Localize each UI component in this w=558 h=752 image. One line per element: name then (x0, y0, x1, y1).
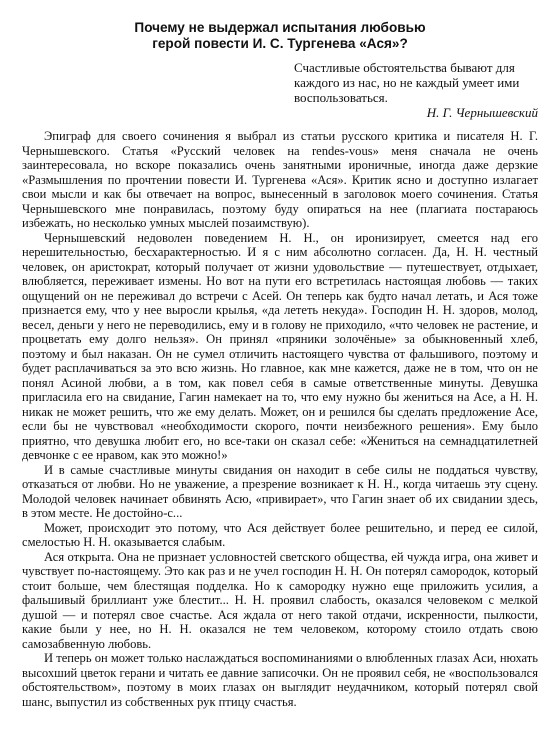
epigraph (294, 60, 538, 120)
essay-body (22, 129, 538, 709)
paragraph-3: И в самые счастливые минуты свидания он находит в себе силы не поддаться чувству, отказаться от любви. Но не уважение, а презрение возникает к Н. Н., когда читаешь эту сцену. Молодой человек начинает обвинять Асю, «привирает», что Гагин знает об их свидании здесь, в этом месте. Не достойно-с... (22, 462, 538, 520)
paragraph-1: Эпиграф для своего сочинения я выбрал из статьи русского критика и писателя Н. Г. Чернышевского. Статья «Русский человек на rendes-vous» меня сначала не очень заинтересовала, но вскоре показались очень занятными ироничные, иногда даже дерзкие «Размышления по прочтении повести И. Тургенева «Ася». Критик ясно и доступно излагает свои мысли и как бы отвечает на вопрос, вынесенный в заголовок моего сочинения. Статья Чернышевского мне понравилась, поэтому буду опираться на нее (плагиата постараюсь избежать, но несколько умных мыслей позаимствую). (22, 129, 538, 230)
document-title (22, 20, 538, 52)
epigraph-author: Н. Г. Чернышевский (426, 105, 538, 120)
paragraph-2: Чернышевский недоволен поведением Н. Н., он иронизирует, смеется над его нерешительностью, бесхарактерностью. И я с ним абсолютно согласен. Да, Н. Н. честный человек, он аристократ, который получает от жизни удовольствие — путешествует, отдыхает, влюбляется, переживает измены. Но вот на пути его встретилась настоящая любовь — таких ощущений он не переживал до встречи с Асей. Он теперь как будто начал летать, и Ася тоже признается ему, что у нее выросли крылья, «да лететь некуда». Господин Н. Н. здоров, молод, весел, деньги у него не переводились, ему и в голову не приходило, «что человек не растение, и процветать ему долго нельзя». Он принял «пряники золочёные» за обыкновенный хлеб, поэтому и был наказан. Он не сумел отличить настоящего чувства от фальшивого, поэтому и будет расплачиваться за это всю жизнь. Но главное, как мне кажется, даже не в том, что он не понял Асиной любви, а в том, как повел себя в самые ответственные минуты. Девушка пригласила его на свидание, Гагин намекает на то, что ему нужно бы жениться на Асе, а Н. Н. никак не может решить, что же ему делать. Может, он и решился бы сделать предложение Асе, если бы не чувствовал «необходимости скорого, почти неизбежного решения». Ему было приятно, что девушка любит его, но все-таки он сказал себе: «Жениться на семнадцатилетней девчонке с ее нравом, как это можно!» (22, 230, 538, 462)
paragraph-6: И теперь он может только наслаждаться воспоминаниями о влюбленных глазах Аси, нюхать высохший цветок герани и читать ее давние записочки. Он не проявил себя, не «воспользовался обстоятельством», поэтому в моих глазах он выглядит неудачником, который потерял свой шанс, выпустил из собственных рук птицу счастья. (22, 651, 538, 709)
title-line-1: Почему не выдержал испытания любовью (134, 20, 426, 35)
paragraph-5: Ася открыта. Она не признает условностей светского общества, ей чужда игра, она живет и чувствует по-настоящему. Это как раз и не учел господин Н. Н. Он потерял самородок, который стоит больше, чем блестящая подделка. Но к самородку нужно еще приложить усилия, а фальшивый бриллиант уже блестит... Н. Н. проявил слабость, оказался человеком с мелкой душой — и потерял свое счастье. Ася ждала от него такой отдачи, искренности, пылкости, какие были у нее, но Н. Н. оказался не тем человеком, которому стоило отдать свою самозабвенную любовь. (22, 549, 538, 651)
title-line-2: герой повести И. С. Тургенева «Ася»? (152, 36, 408, 51)
paragraph-4: Может, происходит это потому, что Ася действует более решительно, и перед ее силой, смелостью Н. Н. оказывается слабым. (22, 520, 538, 549)
epigraph-text: Счастливые обстоятельства бывают для каждого из нас, но не каждый умеет ими воспользоваться. (294, 60, 520, 105)
